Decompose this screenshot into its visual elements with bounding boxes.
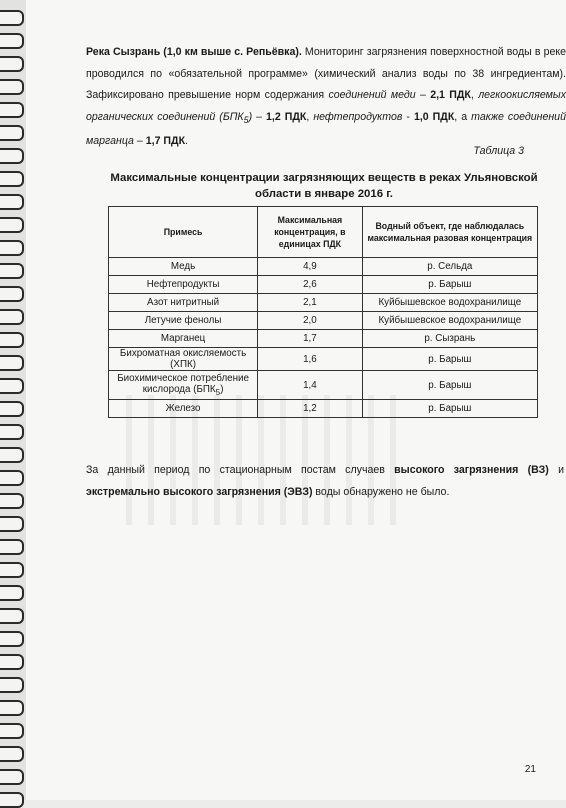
table-cell bbox=[109, 371, 258, 400]
binding-ring bbox=[0, 470, 24, 486]
cell-text: р. Барыш bbox=[428, 353, 472, 365]
cell-text: ) bbox=[220, 383, 224, 395]
cell-text: Бихроматная окисляемость (ХПК) bbox=[119, 348, 247, 370]
table-number: Таблица 3 bbox=[473, 145, 524, 157]
text: – bbox=[133, 135, 146, 148]
binding-ring bbox=[0, 677, 24, 693]
cell-text: 1,4 bbox=[303, 379, 317, 391]
table-cell bbox=[362, 371, 537, 400]
table-cell bbox=[362, 348, 537, 371]
table-cell bbox=[258, 276, 362, 294]
table-cell bbox=[258, 258, 362, 276]
cell-text: Нефтепродукты bbox=[146, 279, 220, 290]
binding-ring bbox=[0, 700, 24, 716]
text: ) bbox=[248, 110, 253, 123]
table-header-row bbox=[109, 207, 538, 258]
cell-text: р. Сельда bbox=[427, 261, 473, 272]
value: 2,1 ПДК bbox=[430, 89, 471, 101]
binding-ring bbox=[0, 769, 24, 785]
table-row bbox=[109, 294, 538, 312]
cell-text: Железо bbox=[165, 403, 201, 414]
table-cell bbox=[109, 258, 258, 276]
binding-ring bbox=[0, 424, 24, 440]
binding-ring bbox=[0, 171, 24, 187]
cell-text: Азот нитритный bbox=[147, 297, 220, 308]
binding-ring bbox=[0, 125, 24, 141]
binding-ring bbox=[0, 401, 24, 417]
text: – bbox=[252, 110, 266, 123]
binding-ring bbox=[0, 516, 24, 532]
subscript: 5 bbox=[243, 114, 249, 125]
binding-ring bbox=[0, 723, 24, 739]
binding-ring bbox=[0, 102, 24, 118]
subscript: 5 bbox=[215, 387, 221, 397]
table-row bbox=[109, 371, 538, 400]
binding-ring bbox=[0, 56, 24, 72]
cell-text: 1,2 bbox=[303, 403, 317, 414]
cell-text: р. Барыш bbox=[428, 403, 472, 414]
text: легкоокисляемых органических соединений (БПК bbox=[86, 89, 566, 123]
text: , bbox=[470, 89, 479, 101]
binding-ring bbox=[0, 309, 24, 325]
text: За данный период по стационарным постам случаев bbox=[86, 464, 395, 476]
table-row bbox=[109, 330, 538, 348]
binding-ring bbox=[0, 79, 24, 95]
cell-text: Куйбышевское водохранилище bbox=[378, 315, 522, 326]
binding-ring bbox=[0, 240, 24, 256]
cell-text: Медь bbox=[170, 261, 196, 272]
table-cell bbox=[258, 312, 362, 330]
cell-text: р. Барыш bbox=[428, 379, 472, 391]
cell-text: р. Сызрань bbox=[424, 333, 476, 344]
cell-text: 2,1 bbox=[303, 297, 317, 308]
binding-ring bbox=[0, 378, 24, 394]
page-number: 21 bbox=[524, 764, 536, 775]
text: – bbox=[415, 89, 431, 101]
header-cell: Максимальная концентрация, в единицах ПДК bbox=[258, 207, 362, 258]
table-cell bbox=[109, 330, 258, 348]
cell-text: Биохимическое потребление кислорода (БПК bbox=[117, 372, 249, 395]
text: соединений меди bbox=[328, 89, 416, 101]
cell-text: 2,6 bbox=[303, 279, 317, 290]
river-heading: Река Сызрань (1,0 км выше с. Репьёвка). bbox=[86, 46, 302, 58]
binding-ring bbox=[0, 286, 24, 302]
binding-ring bbox=[0, 447, 24, 463]
value: 1,0 ПДК bbox=[413, 110, 455, 123]
table-row bbox=[109, 400, 538, 418]
binding-ring bbox=[0, 33, 24, 49]
table-cell bbox=[109, 400, 258, 418]
table-cell bbox=[362, 276, 537, 294]
table-title: Максимальные концентрации загрязняющих веществ в реках Ульяновской области в январе 2016 г. bbox=[110, 172, 538, 200]
header-cell: Примесь bbox=[109, 207, 258, 258]
cell-text: 1,6 bbox=[303, 353, 317, 365]
cell-text: р. Барыш bbox=[428, 279, 472, 290]
cell-text: Летучие фенолы bbox=[144, 315, 222, 326]
binding-ring bbox=[0, 332, 24, 348]
binding-ring bbox=[0, 608, 24, 624]
table-cell bbox=[362, 294, 537, 312]
binding-ring bbox=[0, 792, 24, 808]
binding-ring bbox=[0, 263, 24, 279]
table-cell bbox=[109, 276, 258, 294]
cell-text: Марганец bbox=[160, 333, 206, 344]
binding-ring bbox=[0, 654, 24, 670]
term: высокого загрязнения (ВЗ) bbox=[394, 464, 549, 476]
table-row bbox=[109, 258, 538, 276]
pollutants-table bbox=[108, 206, 538, 418]
binding-ring bbox=[0, 355, 24, 371]
binding-ring bbox=[0, 631, 24, 647]
term: экстремально высокого загрязнения (ЭВЗ) bbox=[86, 485, 313, 498]
table-cell bbox=[109, 294, 258, 312]
document-page bbox=[26, 0, 566, 800]
value: 1,2 ПДК bbox=[266, 110, 307, 123]
text: Мониторинг загрязнения поверхностной воды в реке проводился по «обязательной программе» (химический анализ воды по 38 ингредиентам). Зафиксировано превышение норм содержания bbox=[86, 46, 566, 101]
binding-ring bbox=[0, 562, 24, 578]
text: нефтепродуктов bbox=[313, 110, 403, 123]
cell-text: 1,7 bbox=[303, 333, 317, 344]
table-cell bbox=[258, 400, 362, 418]
binding-ring bbox=[0, 746, 24, 762]
text: воды обнаружено не было. bbox=[312, 485, 450, 498]
text: . bbox=[185, 135, 188, 148]
value: 1,7 ПДК bbox=[145, 135, 186, 148]
conclusion-paragraph bbox=[86, 460, 564, 503]
binding-ring bbox=[0, 217, 24, 233]
table-cell bbox=[258, 348, 362, 371]
binding-ring bbox=[0, 148, 24, 164]
table-cell bbox=[109, 348, 258, 371]
table-cell bbox=[258, 294, 362, 312]
header-cell: Водный объект, где наблюдалась максимальная разовая концентрация bbox=[362, 207, 537, 258]
cell-text: 2,0 bbox=[303, 315, 317, 326]
cell-text: Куйбышевское водохранилище bbox=[378, 297, 522, 308]
text: , а bbox=[454, 110, 472, 123]
table-cell bbox=[362, 312, 537, 330]
text: , bbox=[306, 110, 314, 123]
binding-ring bbox=[0, 493, 24, 509]
table-cell bbox=[258, 330, 362, 348]
table-cell bbox=[362, 258, 537, 276]
table-cell bbox=[258, 371, 362, 400]
binding-ring bbox=[0, 194, 24, 210]
text: - bbox=[402, 110, 414, 123]
table-row bbox=[109, 276, 538, 294]
binding-ring bbox=[0, 585, 24, 601]
binding-ring bbox=[0, 10, 24, 26]
table-cell bbox=[109, 312, 258, 330]
text: также соединений марганца bbox=[86, 110, 566, 148]
table-row bbox=[109, 312, 538, 330]
text: и bbox=[548, 464, 565, 476]
binding-ring bbox=[0, 539, 24, 555]
table-cell bbox=[362, 400, 537, 418]
river-syzran-paragraph bbox=[86, 42, 566, 153]
cell-text: 4,9 bbox=[303, 261, 317, 272]
table-cell bbox=[362, 330, 537, 348]
table-row bbox=[109, 348, 538, 371]
